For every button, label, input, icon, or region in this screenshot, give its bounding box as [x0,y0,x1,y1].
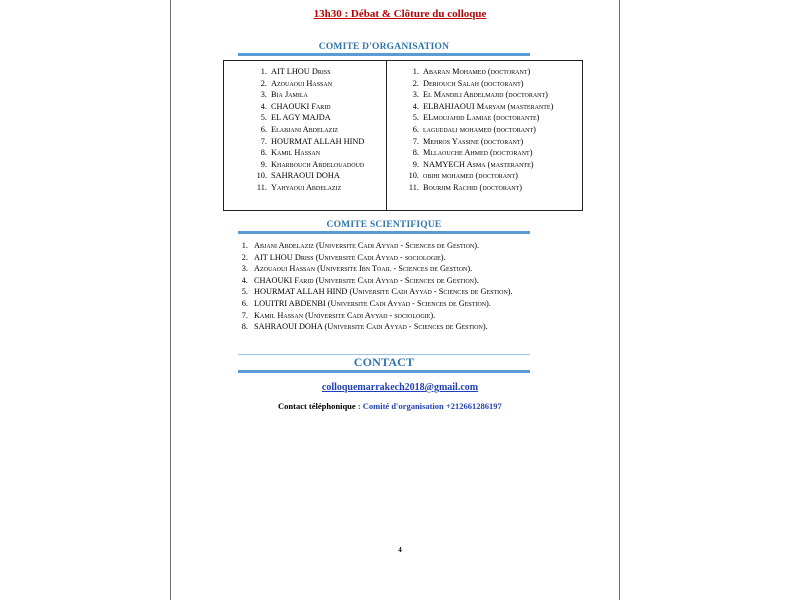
contact-title: CONTACT [353,355,415,369]
list-item: 4. CHAOUKI Farid (Universite Cadi Ayyad - Sciences de Gestion). [241,275,479,285]
list-item: 4. ELBAHJAOUI Maryam (masterante) [412,101,554,111]
list-item: 3. Bia Jamila [260,90,308,100]
page-left-edge [170,0,171,600]
organisation-right-column [406,66,553,194]
heading-rule [238,231,530,234]
list-item: 6. Elabjani Abdelaziz [260,124,339,134]
list-item: 3. Azouaoui Hassan (Universite Ibn Toail - Sciences de Gestion). [241,264,473,274]
organisation-heading [238,42,530,56]
list-item: 2. AIT LHOU Driss (Universite Cadi Ayyad - sociologie). [241,252,446,262]
contact-heading [238,354,530,373]
list-item: 7. Kamil Hassan (Universite Cadi Ayyad - sociologie). [241,310,436,320]
list-item: 10. SAHRAOUI DOHA [256,171,340,181]
list-item: 10. obihi mohamed (doctorant) [408,171,518,181]
list-item: 5. ELmoujahid Lamiae (doctorante) [412,113,540,123]
list-item: 3. El Mandili Abdelmajid (doctorant) [412,90,548,100]
column-divider [386,61,387,210]
list-item: 4. CHAOUKI Farid [260,101,331,111]
list-item: 9. Kharbouch Abdelouadoud [260,159,365,169]
list-item: 11. Bourjim Rachid (doctorant) [408,182,522,192]
list-item: 7. HOURMAT ALLAH HIND [260,136,365,146]
list-item: 9. NAMYECH Asma (masterante) [412,159,534,169]
list-item: 6. LOUITRI ABDENBI (Universite Cadi Ayyad - Sciences de Gestion). [241,298,491,308]
list-item: 6. laguedali mohamed (doctorant) [412,124,536,134]
contact-email-link[interactable]: colloquemarrakech2018@gmail.com [321,382,479,393]
phone-value: : Comité d'organisation +212661286197 [357,401,502,411]
session-closing-line: 13h30 : Débat & Clôture du colloque [313,8,487,20]
list-item: 1. AIT LHOU Driss [260,67,331,76]
heading-rule [238,370,530,373]
list-item: 5. HOURMAT ALLAH HIND (Universite Cadi Ayyad - Sciences de Gestion). [241,287,513,297]
phone-label: Contact téléphonique [278,401,356,411]
scientifique-list [238,240,513,333]
organisation-left-column [254,66,364,194]
scientifique-title: COMITE SCIENTIFIQUE [326,220,442,230]
list-item: 5. EL AGY MAJDA [260,113,331,123]
list-item: 2. Azouaoui Hassan [260,78,333,88]
list-item: 11. Yahyaoui Abdelaziz [256,182,342,192]
list-item: 8. Kamil Hassan [260,148,321,158]
page-number: 4 [398,546,402,554]
contact-phone [278,401,502,411]
list-item: 8. SAHRAOUI DOHA (Universite Cadi Ayyad - Sciences de Gestion). [241,322,488,332]
list-item: 1. Abaran Mohamed (doctorant) [412,67,531,76]
organisation-table [223,60,583,211]
list-item: 2. Deriouch Salah (doctorant) [412,78,524,88]
organisation-title: COMITE D'ORGANISATION [318,42,450,52]
page-right-edge [619,0,620,600]
scientifique-heading [238,220,530,234]
list-item: 8. Mllaouche Ahmed (doctorant) [412,148,533,158]
heading-rule [238,53,530,56]
list-item: 1. Abjani Abdelaziz (Universite Cadi Ayyad - Sciences de Gestion). [241,241,480,250]
list-item: 7. Mehros Yassine (doctorant) [412,136,524,146]
